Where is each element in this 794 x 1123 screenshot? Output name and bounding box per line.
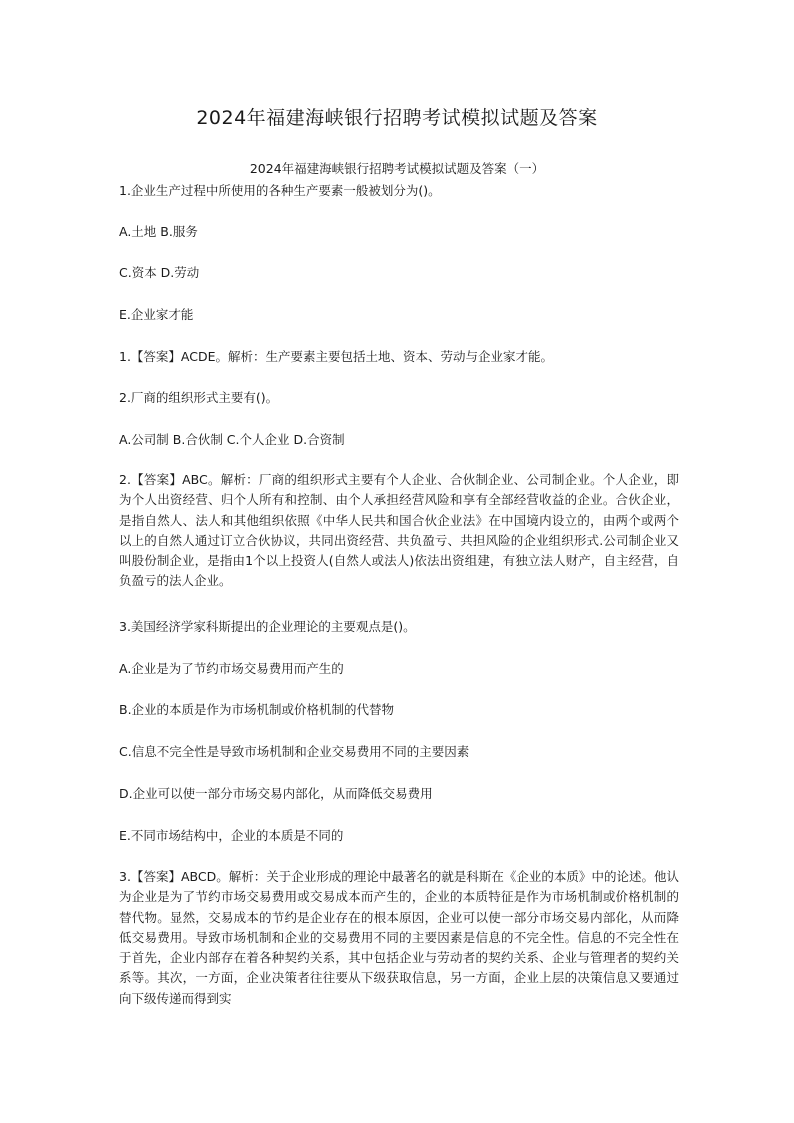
question-1: 1.企业生产过程中所使用的各种生产要素一般被划分为()。 (119, 183, 441, 198)
question-2-options: A.公司制 B.合伙制 C.个人企业 D.合资制 (119, 432, 345, 447)
question-1-option-cd: C.资本 D.劳动 (119, 265, 200, 280)
question-1-option-ab: A.土地 B.服务 (119, 224, 198, 239)
document-title: 2024年福建海峡银行招聘考试模拟试题及答案 (196, 107, 598, 129)
answer-2: 2.【答案】ABC。解析：厂商的组织形式主要有个人企业、合伙制企业、公司制企业。个人企业，即为个人出资经营、归个人所有和控制、由个人承担经营风险和享有全部经营收益的企业。合伙企业，是指自然人、法人和其他组织依照《中华人民共和国合伙企业法》在中国境内设立的，由两个或两个以上的自然人通过订立合伙协议，共同出资经营、共负盈亏、共担风险的企业组织形式.公司制企业又叫股份制企业，是指由1个以上投资人(自然人或法人)依法出资组建，有独立法人财产，自主经营，自负盈亏的法人企业。 (119, 472, 679, 589)
answer-1: 1.【答案】ACDE。解析：生产要素主要包括土地、资本、劳动与企业家才能。 (119, 349, 554, 364)
question-3-option-a: A.企业是为了节约市场交易费用而产生的 (119, 661, 344, 676)
question-3-option-d: D.企业可以使一部分市场交易内部化，从而降低交易费用 (119, 786, 433, 801)
question-2: 2.厂商的组织形式主要有()。 (119, 390, 279, 405)
question-3-option-b: B.企业的本质是作为市场机制或价格机制的代替物 (119, 702, 395, 717)
question-3: 3.美国经济学家科斯提出的企业理论的主要观点是()。 (119, 619, 416, 634)
question-1-option-e: E.企业家才能 (119, 307, 194, 322)
question-3-option-e: E.不同市场结构中，企业的本质是不同的 (119, 828, 344, 843)
question-3-option-c: C.信息不完全性是导致市场机制和企业交易费用不同的主要因素 (119, 744, 470, 759)
answer-3: 3.【答案】ABCD。解析：关于企业形成的理论中最著名的就是科斯在《企业的本质》中的论述。他认为企业是为了节约市场交易费用或交易成本而产生的，企业的本质特征是作为市场机制或价格机制的替代物。显然，交易成本的节约是企业存在的根本原因，企业可以使一部分市场交易内部化，从而降低交易费用。导致市场机制和企业的交易费用不同的主要因素是信息的不完全性。信息的不完全性在于首先，企业内部存在着各种契约关系，其中包括企业与劳动者的契约关系、企业与管理者的契约关系等。其次，一方面，企业决策者往往要从下级获取信息，另一方面，企业上层的决策信息又要通过向下级传递而得到实 (119, 869, 679, 1006)
document-subtitle: 2024年福建海峡银行招聘考试模拟试题及答案（一） (249, 161, 545, 176)
